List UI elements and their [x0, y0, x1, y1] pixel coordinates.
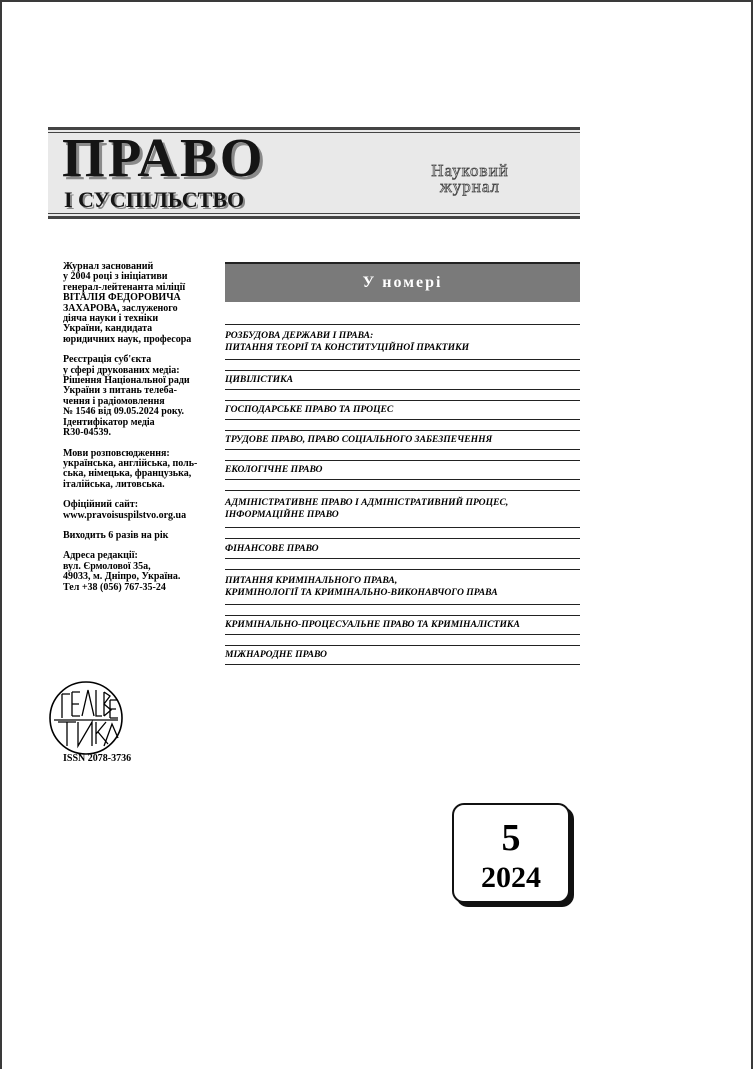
toc-item-line: ФІНАНСОВЕ ПРАВО — [225, 543, 319, 554]
journal-type — [400, 163, 540, 195]
issn: ISSN 2078-3736 — [63, 753, 132, 764]
info-line: Мови розповсюдження: — [63, 447, 170, 459]
toc-item[interactable] — [225, 404, 580, 416]
website-info — [63, 500, 211, 521]
toc-item[interactable] — [225, 434, 580, 446]
toc-divider — [225, 604, 580, 605]
publisher-logo-icon — [48, 680, 124, 756]
journal-title: ПРАВО — [62, 127, 266, 188]
issue-box — [452, 803, 570, 903]
toc-item[interactable] — [225, 464, 580, 476]
info-line: України з питань телеба- — [63, 385, 177, 397]
toc-item-line: ГОСПОДАРСЬКЕ ПРАВО ТА ПРОЦЕС — [225, 404, 394, 415]
info-line: R30-04539. — [63, 427, 112, 439]
registration-info — [63, 355, 211, 438]
info-line: Виходить 6 разів на рік — [63, 529, 169, 541]
toc-divider — [225, 479, 580, 480]
toc-item[interactable] — [225, 374, 580, 386]
info-line: Адреса редакції: — [63, 550, 138, 562]
website-link[interactable]: www.pravoisuspilstvo.org.ua — [63, 509, 187, 521]
toc-item-line: КРИМІНОЛОГІЇ ТА КРИМІНАЛЬНО-ВИКОНАВЧОГО ПРАВА — [225, 587, 498, 598]
info-line: ВІТАЛІЯ ФЕДОРОВИЧА — [63, 292, 181, 304]
toc-item[interactable] — [225, 649, 580, 661]
toc-item-line: МІЖНАРОДНЕ ПРАВО — [225, 649, 327, 660]
toc-divider — [225, 324, 580, 325]
toc-item-line: ПИТАННЯ ТЕОРІЇ ТА КОНСТИТУЦІЙНОЇ ПРАКТИКИ — [225, 342, 470, 353]
toc-divider — [225, 419, 580, 420]
toc-divider — [225, 645, 580, 646]
toc-item-line: ЕКОЛОГІЧНЕ ПРАВО — [225, 464, 323, 475]
toc-divider — [225, 615, 580, 616]
issue-year: 2024 — [481, 861, 541, 894]
info-line: Рішення Національної ради — [63, 375, 190, 387]
info-line: Тел +38 (056) 767-35-24 — [63, 581, 166, 593]
toc-divider — [225, 527, 580, 528]
journal-type-line: Науковий — [431, 161, 509, 180]
info-line: № 1546 від 09.05.2024 року. — [63, 406, 184, 418]
info-line: вул. Єрмолової 35а, — [63, 560, 151, 572]
info-line: Ідентифікатор медіа — [63, 416, 155, 428]
info-line: юридичних наук, професора — [63, 333, 192, 345]
toc-item-line: ЦИВІЛІСТИКА — [225, 374, 293, 385]
masthead-rule — [48, 216, 580, 219]
toc-divider — [225, 634, 580, 635]
info-line: ська, німецька, французька, — [63, 468, 192, 480]
frequency-info — [63, 531, 211, 541]
info-line: України, кандидата — [63, 323, 153, 335]
toc-divider — [225, 370, 580, 371]
toc-divider — [225, 490, 580, 491]
founded-info — [63, 262, 211, 345]
toc-item[interactable] — [225, 497, 580, 521]
info-line: Офіційний сайт: — [63, 499, 139, 511]
toc-item-line: ПИТАННЯ КРИМІНАЛЬНОГО ПРАВА, — [225, 575, 398, 586]
journal-subtitle: І СУСПІЛЬСТВО — [64, 187, 245, 212]
languages-info — [63, 449, 211, 491]
toc-divider — [225, 538, 580, 539]
issue-number: 5 — [501, 817, 521, 859]
info-line: 49033, м. Дніпро, Україна. — [63, 571, 181, 583]
address-info — [63, 551, 211, 593]
info-line: генерал-лейтенанта міліції — [63, 281, 186, 293]
toc-item-line: АДМІНІСТРАТИВНЕ ПРАВО І АДМІНІСТРАТИВНИЙ ПРОЦЕС, — [225, 497, 509, 508]
info-line: ЗАХАРОВА, заслуженого — [63, 302, 178, 314]
info-column — [63, 262, 211, 603]
contents-header: У номері — [225, 262, 580, 302]
toc-item[interactable] — [225, 619, 580, 631]
info-line: українська, англійська, поль- — [63, 457, 198, 469]
masthead-rule — [48, 213, 580, 214]
info-line: чення і радіомовлення — [63, 395, 165, 407]
toc-item-line: РОЗБУДОВА ДЕРЖАВИ І ПРАВА: — [225, 330, 374, 341]
toc-divider — [225, 569, 580, 570]
toc-item-line: ТРУДОВЕ ПРАВО, ПРАВО СОЦІАЛЬНОГО ЗАБЕЗПЕЧЕННЯ — [225, 434, 493, 445]
toc-item[interactable] — [225, 330, 580, 354]
info-line: у 2004 році з ініціативи — [63, 271, 168, 283]
info-line: діяча науки і техніки — [63, 313, 159, 325]
toc-item-line: ІНФОРМАЦІЙНЕ ПРАВО — [225, 509, 339, 520]
toc-item[interactable] — [225, 575, 580, 599]
toc-divider — [225, 664, 580, 665]
toc-item-line: КРИМІНАЛЬНО-ПРОЦЕСУАЛЬНЕ ПРАВО ТА КРИМІНАЛІСТИКА — [225, 619, 520, 630]
journal-type-line: журнал — [439, 177, 501, 196]
toc-divider — [225, 400, 580, 401]
toc-divider — [225, 430, 580, 431]
info-line: Реєстрація суб'єкта — [63, 354, 152, 366]
toc-divider — [225, 389, 580, 390]
toc-divider — [225, 460, 580, 461]
toc-divider — [225, 449, 580, 450]
info-line: Журнал заснований — [63, 261, 154, 272]
info-line: італійська, литовська. — [63, 478, 165, 490]
toc-item[interactable] — [225, 543, 580, 555]
toc-divider — [225, 359, 580, 360]
info-line: у сфері друкованих медіа: — [63, 364, 180, 376]
toc-divider — [225, 558, 580, 559]
